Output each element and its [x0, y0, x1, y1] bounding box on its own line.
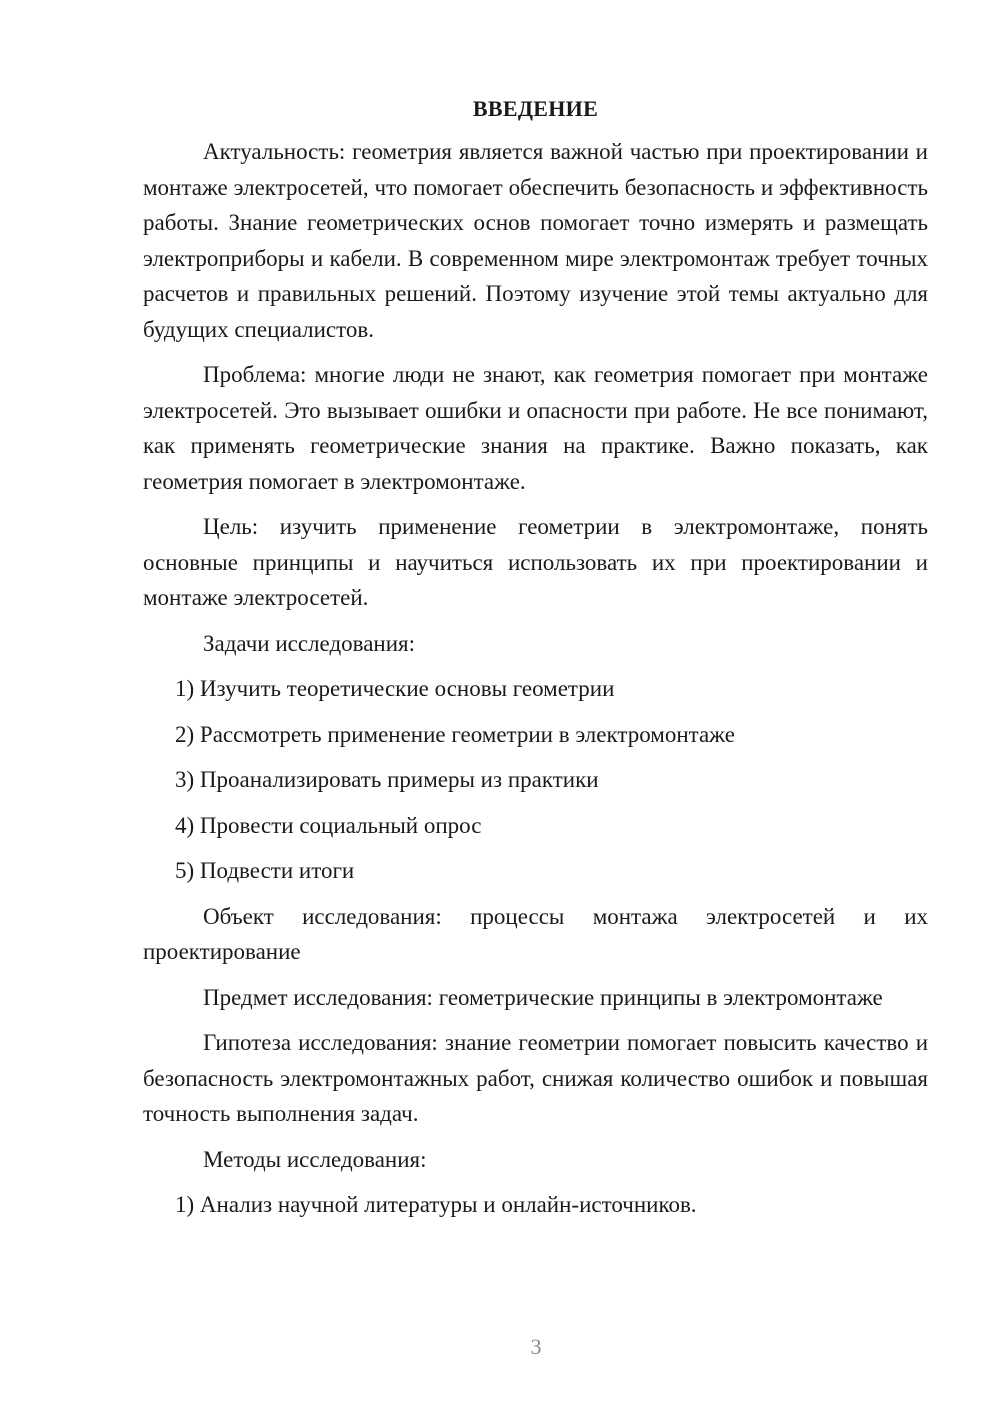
- hypothesis-paragraph: Гипотеза исследования: знание геометрии помогает повысить качество и безопасность электромонтажных работ, снижая количество ошибок и повышая точность выполнения задач.: [143, 1030, 928, 1126]
- object-paragraph: Объект исследования: процессы монтажа электросетей и их проектирование: [143, 903, 928, 964]
- method-item-1: 1) Анализ научной литературы и онлайн-источников.: [175, 1192, 697, 1217]
- page-number: 3: [530, 1334, 542, 1359]
- document-page: [143, 94, 928, 1223]
- tasks-label: Задачи исследования:: [203, 630, 416, 656]
- subject-paragraph: Предмет исследования: геометрические принципы в электромонтаже: [203, 984, 883, 1010]
- task-item-3: 3) Проанализировать примеры из практики: [175, 767, 599, 792]
- task-item-5: 5) Подвести итоги: [175, 858, 355, 883]
- relevance-paragraph: Актуальность: геометрия является важной частью при проектировании и монтаже электросетей, что помогает обеспечить безопасность и эффективность работы. Знание геометрических основ помогает точно измерять и размещать электроприборы и кабели. В современном мире электромонтаж требует точных расчетов и правильных решений. Поэтому изучение этой темы актуально для будущих специалистов.: [143, 139, 928, 342]
- section-heading: ВВЕДЕНИЕ: [472, 96, 599, 121]
- task-item-2: 2) Рассмотреть применение геометрии в электромонтаже: [175, 721, 735, 747]
- task-item-4: 4) Провести социальный опрос: [175, 812, 482, 838]
- goal-paragraph: Цель: изучить применение геометрии в электромонтаже, понять основные принципы и научиться использовать их при проектировании и монтаже электросетей.: [143, 514, 928, 610]
- methods-label: Методы исследования:: [203, 1146, 427, 1172]
- task-item-1: 1) Изучить теоретические основы геометрии: [175, 676, 615, 701]
- problem-paragraph: Проблема: многие люди не знают, как геометрия помогает при монтаже электросетей. Это вызывает ошибки и опасности при работе. Не все понимают, как применять геометрические знания на практике. Важно показать, как геометрия помогает в электромонтаже.: [143, 362, 928, 494]
